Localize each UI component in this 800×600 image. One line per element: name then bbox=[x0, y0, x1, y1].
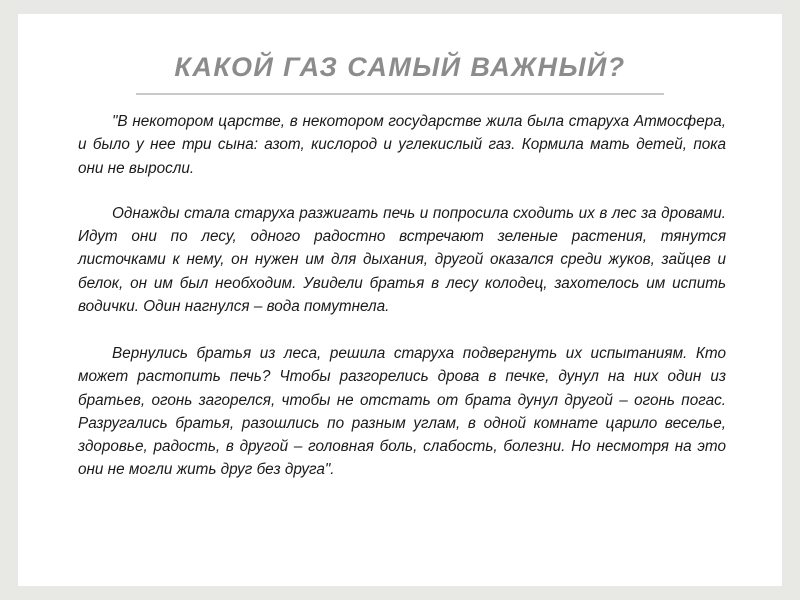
body-paragraph: Однажды стала старуха разжигать печь и попросила сходить их в лес за дровами. Идут они по лесу, одного радостно встречают зеленые растения, тянутся листочками к нему, он нужен им для дыхания, другой оказался среди жуков, зайцев и белок, он им был необходим. Увидели братья в лесу колодец, захотелось им испить водички. Один нагнулся – вода помутнела. bbox=[78, 204, 726, 315]
page-title: КАКОЙ ГАЗ САМЫЙ ВАЖНЫЙ? bbox=[174, 52, 626, 82]
body-paragraph: "В некотором царстве, в некотором государстве жила была старуха Атмосфера, и было у нее три сына: азот, кислород и углекислый газ. Кормила мать детей, пока они не выросли. bbox=[78, 113, 726, 177]
slide-body bbox=[78, 110, 726, 482]
slide-canvas bbox=[18, 14, 782, 586]
title-divider bbox=[136, 93, 664, 95]
body-paragraph: Вернулись братья из леса, решила старуха подвергнуть их испытаниям. Кто может растопить печь? Чтобы разгорелись дрова в печке, дунул на них один из братьев, огонь загорелся, чтобы не отстать от брата дунул другой – огонь погас. Разругались братья, разошлись по разным углам, в одной комнате царило веселье, здоровье, радость, в другой – головная боль, слабость, болезни. Но несмотря на это они не могли жить друг без друга". bbox=[78, 345, 726, 479]
